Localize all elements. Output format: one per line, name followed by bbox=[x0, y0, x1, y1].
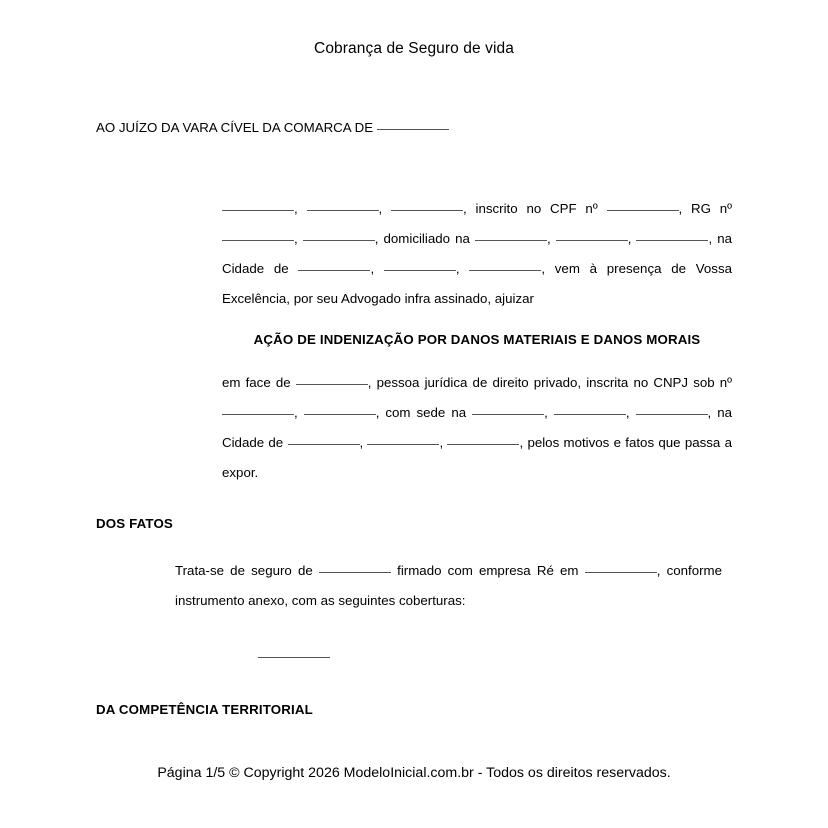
blank-field-coverage[interactable] bbox=[258, 647, 330, 658]
blank-field-defendant-state[interactable] bbox=[367, 434, 439, 445]
blank-field-cnpj[interactable] bbox=[222, 404, 294, 415]
section-heading-da-competencia-territorial: DA COMPETÊNCIA TERRITORIAL bbox=[96, 702, 313, 717]
addressee-text: AO JUÍZO DA VARA CÍVEL DA COMARCA DE bbox=[96, 120, 374, 135]
document-body bbox=[96, 118, 732, 720]
paragraph-plaintiff-qualification bbox=[222, 194, 732, 314]
spacer bbox=[96, 350, 732, 368]
qualification-sep-10: , bbox=[370, 261, 375, 276]
qualification-sep-12: , vem à presença de Vossa Excelência, por seu Advogado infra assinado, ajuizar bbox=[222, 261, 732, 306]
blank-field-address[interactable] bbox=[475, 230, 547, 241]
addressee-line bbox=[96, 118, 732, 138]
blank-field-state[interactable] bbox=[384, 260, 456, 271]
defendant-text-1: em face de bbox=[222, 375, 291, 390]
spacer bbox=[96, 138, 732, 194]
blank-field-comarca[interactable] bbox=[377, 119, 449, 130]
qualification-sep-8: , bbox=[627, 231, 632, 246]
fatos-text-1: Trata-se de seguro de bbox=[175, 563, 313, 578]
spacer bbox=[96, 666, 732, 700]
defendant-text-7: , na Cidade de bbox=[222, 405, 732, 450]
qualification-sep-2: , bbox=[378, 201, 383, 216]
blank-field-defendant-name[interactable] bbox=[296, 374, 368, 385]
paragraph-defendant-qualification bbox=[222, 368, 732, 488]
qualification-sep-1: , bbox=[294, 201, 298, 216]
qualification-sep-5: , bbox=[294, 231, 298, 246]
qualification-sep-4: , RG nº bbox=[678, 201, 732, 216]
qualification-sep-6: , domiciliado na bbox=[374, 231, 470, 246]
blank-field-defendant-city[interactable] bbox=[288, 434, 360, 445]
qualification-sep-11: , bbox=[455, 261, 460, 276]
blank-field-name[interactable] bbox=[222, 200, 294, 211]
blank-field-nationality[interactable] bbox=[307, 200, 379, 211]
blank-field-defendant-address[interactable] bbox=[472, 404, 544, 415]
section-heading-dos-fatos: DOS FATOS bbox=[96, 516, 173, 531]
defendant-text-10: , pelos motivos e fatos que passa a expor. bbox=[222, 435, 732, 480]
blank-field-cpf[interactable] bbox=[607, 200, 679, 211]
defendant-text-5: , bbox=[544, 405, 548, 420]
action-type-heading: AÇÃO DE INDENIZAÇÃO POR DANOS MATERIAIS E DANOS MORAIS bbox=[253, 332, 701, 347]
qualification-sep-3: , inscrito no CPF nº bbox=[463, 201, 598, 216]
qualification-sep-9: , na Cidade de bbox=[222, 231, 733, 276]
blank-field-city[interactable] bbox=[298, 260, 370, 271]
blank-field-insurance-date[interactable] bbox=[585, 562, 657, 573]
spacer bbox=[96, 616, 732, 646]
defendant-text-4: , com sede na bbox=[375, 405, 467, 420]
defendant-text-3: , bbox=[294, 405, 298, 420]
blank-field-defendant-address-number[interactable] bbox=[554, 404, 626, 415]
spacer bbox=[96, 534, 732, 556]
blank-field-defendant-district[interactable] bbox=[636, 404, 708, 415]
defendant-text-9: , bbox=[439, 435, 444, 450]
blank-field-district[interactable] bbox=[636, 230, 708, 241]
blank-field-issuer[interactable] bbox=[303, 230, 375, 241]
blank-field-rg[interactable] bbox=[222, 230, 294, 241]
blank-field-defendant-zip[interactable] bbox=[447, 434, 519, 445]
page-title: Cobrança de Seguro de vida bbox=[314, 40, 514, 57]
fatos-text-3: , conforme instrumento anexo, com as seguintes coberturas: bbox=[175, 563, 722, 608]
qualification-sep-7: , bbox=[546, 231, 551, 246]
page-footer: Página 1/5 © Copyright 2026 ModeloInicial.com.br - Todos os direitos reservados. bbox=[157, 765, 671, 781]
spacer bbox=[96, 488, 732, 514]
paragraph-dos-fatos-body bbox=[175, 556, 722, 616]
blank-field-address-number[interactable] bbox=[556, 230, 628, 241]
spacer bbox=[96, 314, 732, 330]
defendant-text-8: , bbox=[359, 435, 364, 450]
blank-field-zip[interactable] bbox=[469, 260, 541, 271]
defendant-text-2: , pessoa jurídica de direito privado, inscrita no CNPJ sob nº bbox=[367, 375, 732, 390]
coverage-list-item bbox=[258, 646, 732, 666]
blank-field-insurance-type[interactable] bbox=[319, 562, 391, 573]
defendant-text-6: , bbox=[625, 405, 630, 420]
blank-field-defendant-registry[interactable] bbox=[304, 404, 376, 415]
fatos-text-2: firmado com empresa Ré em bbox=[397, 563, 579, 578]
blank-field-marital-status[interactable] bbox=[391, 200, 463, 211]
